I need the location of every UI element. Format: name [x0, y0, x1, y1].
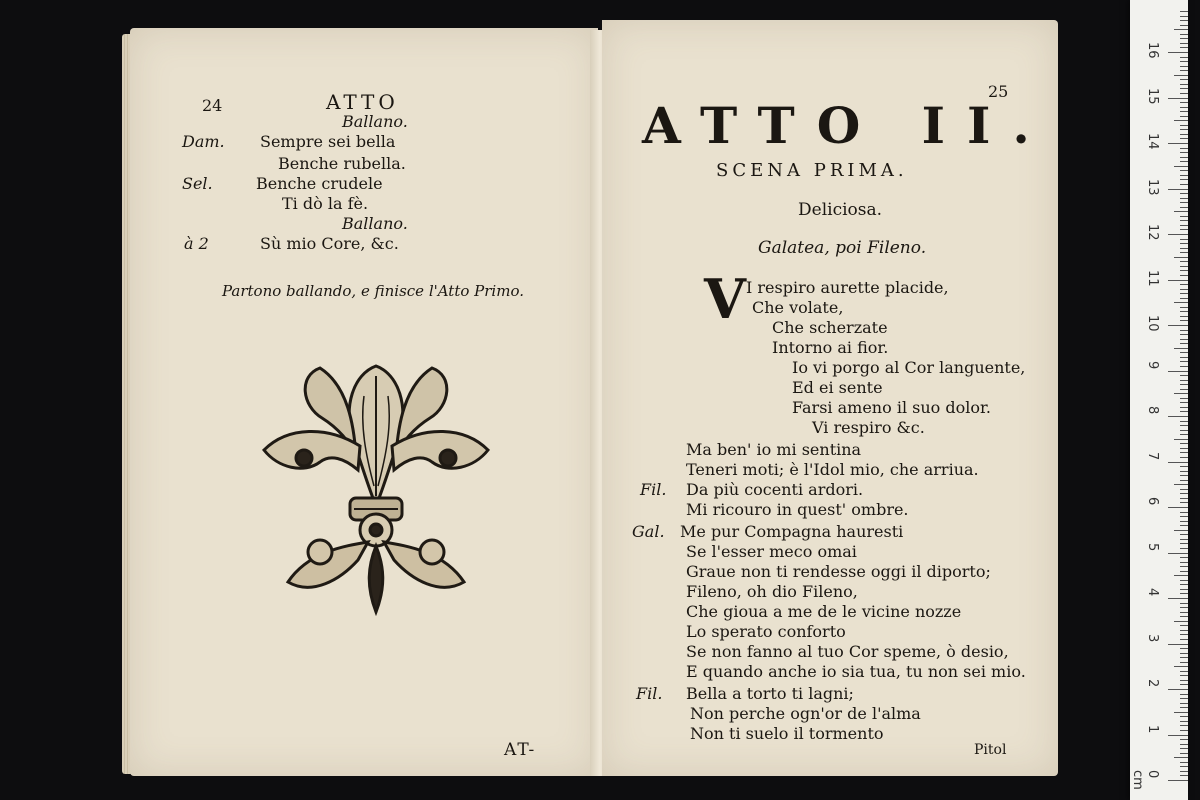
- ruler-tick: [1168, 689, 1188, 690]
- ruler-tick: [1180, 521, 1188, 522]
- right-page: [602, 20, 1058, 776]
- ruler-tick: [1174, 530, 1188, 531]
- ruler-tick: [1180, 625, 1188, 626]
- ruler-tick: [1168, 416, 1188, 417]
- ruler-tick: [1180, 662, 1188, 663]
- ruler-tick: [1180, 411, 1188, 412]
- ruler-tick: [1180, 93, 1188, 94]
- ruler-tick: [1180, 248, 1188, 249]
- ruler-tick: [1180, 675, 1188, 676]
- verse-line: Benche crudele: [256, 174, 383, 193]
- ruler-tick: [1180, 207, 1188, 208]
- ruler-tick: [1180, 366, 1188, 367]
- ruler-tick: [1180, 562, 1188, 563]
- ruler-tick: [1180, 252, 1188, 253]
- act-title: ATTO II.: [642, 96, 1052, 155]
- ruler-tick: [1180, 512, 1188, 513]
- ruler-number: 8: [1145, 406, 1160, 415]
- ruler-tick: [1180, 216, 1188, 217]
- ruler-tick: [1180, 161, 1188, 162]
- ruler-tick: [1180, 725, 1188, 726]
- verse-line: Ed ei sente: [792, 378, 883, 397]
- verse-line: Se non fanno al tuo Cor speme, ò desio,: [686, 642, 1009, 661]
- ruler-tick: [1180, 775, 1188, 776]
- ruler-tick: [1180, 630, 1188, 631]
- ruler-tick: [1180, 762, 1188, 763]
- ruler-tick: [1180, 84, 1188, 85]
- ruler-tick: [1180, 261, 1188, 262]
- ruler-tick: [1180, 525, 1188, 526]
- scene-setting: Deliciosa.: [798, 200, 883, 220]
- ruler-tick: [1180, 357, 1188, 358]
- ruler-tick: [1180, 70, 1188, 71]
- verse-line: Fileno, oh dio Fileno,: [686, 582, 858, 601]
- ruler-number: 2: [1145, 679, 1160, 688]
- ruler-tick: [1180, 66, 1188, 67]
- ruler-tick: [1180, 448, 1188, 449]
- ruler-tick: [1168, 553, 1188, 554]
- ruler-tick: [1180, 202, 1188, 203]
- ruler-tick: [1180, 680, 1188, 681]
- ruler-number: 7: [1145, 451, 1160, 460]
- right-page-number: 25: [988, 82, 1009, 101]
- verse-line: Teneri moti; è l'Idol mio, che arriua.: [686, 460, 979, 479]
- speaker-fil: Fil.: [636, 684, 663, 703]
- ruler-tick: [1180, 330, 1188, 331]
- ruler-tick: [1180, 753, 1188, 754]
- ruler-tick: [1180, 498, 1188, 499]
- ruler-tick: [1180, 184, 1188, 185]
- ruler-tick: [1174, 621, 1188, 622]
- ruler-tick: [1180, 343, 1188, 344]
- ruler-tick: [1174, 302, 1188, 303]
- ruler-tick: [1168, 507, 1188, 508]
- ruler-tick: [1180, 193, 1188, 194]
- ruler-number: 13: [1145, 178, 1160, 196]
- ruler-tick: [1180, 34, 1188, 35]
- ruler-tick: [1168, 371, 1188, 372]
- ruler-tick: [1180, 179, 1188, 180]
- verse-line: Io vi porgo al Cor languente,: [792, 358, 1026, 377]
- ruler-tick: [1180, 243, 1188, 244]
- ruler-tick: [1180, 471, 1188, 472]
- ruler-tick: [1180, 607, 1188, 608]
- ruler-tick: [1174, 120, 1188, 121]
- ruler-tick: [1180, 671, 1188, 672]
- verse-line: Me pur Compagna hauresti: [680, 522, 904, 541]
- verse-line: Graue non ti rendesse oggi il diporto;: [686, 562, 991, 581]
- ruler-number: 6: [1145, 497, 1160, 506]
- ruler-tick: [1180, 25, 1188, 26]
- ruler-tick: [1180, 284, 1188, 285]
- ruler-tick: [1180, 116, 1188, 117]
- ruler-tick: [1168, 189, 1188, 190]
- ruler-number: 3: [1145, 633, 1160, 642]
- verse-line: Non perche ogn'or de l'alma: [690, 704, 921, 723]
- ruler-tick: [1180, 47, 1188, 48]
- speaker-dam: Dam.: [182, 132, 225, 151]
- ruler-tick: [1180, 425, 1188, 426]
- ruler-number: 12: [1145, 224, 1160, 241]
- ruler-tick: [1180, 421, 1188, 422]
- stage-direction-1: Ballano.: [342, 112, 408, 131]
- ruler-number: 11: [1145, 269, 1160, 287]
- speaker-gal: Gal.: [632, 522, 665, 541]
- ruler-tick: [1180, 361, 1188, 362]
- ruler-tick: [1168, 462, 1188, 463]
- stage-direction-2: Ballano.: [342, 214, 408, 233]
- ruler-tick: [1180, 634, 1188, 635]
- ruler-tick: [1180, 744, 1188, 745]
- ruler-tick: [1180, 266, 1188, 267]
- ruler-tick: [1174, 75, 1188, 76]
- ruler-tick: [1180, 748, 1188, 749]
- ruler-tick: [1180, 389, 1188, 390]
- ruler-tick: [1180, 502, 1188, 503]
- fleur-de-lis-woodcut-icon: [258, 346, 494, 616]
- verse-line: Sempre sei bella: [260, 132, 396, 151]
- ruler-tick: [1174, 484, 1188, 485]
- ruler-tick: [1168, 644, 1188, 645]
- ruler-tick: [1180, 79, 1188, 80]
- ruler-tick: [1168, 598, 1188, 599]
- ruler-tick: [1180, 148, 1188, 149]
- ruler-tick: [1180, 138, 1188, 139]
- ruler-tick: [1168, 325, 1188, 326]
- ruler-tick: [1180, 571, 1188, 572]
- ruler-tick: [1180, 548, 1188, 549]
- ruler-number: 5: [1145, 542, 1160, 551]
- ruler-tick: [1180, 175, 1188, 176]
- ruler-tick: [1180, 516, 1188, 517]
- ruler-tick: [1180, 307, 1188, 308]
- ruler-tick: [1180, 653, 1188, 654]
- ruler-tick: [1180, 603, 1188, 604]
- ruler-number: 0 cm: [1130, 770, 1160, 790]
- ruler-tick: [1174, 439, 1188, 440]
- ruler-tick: [1180, 298, 1188, 299]
- drop-cap: V: [704, 267, 746, 331]
- ruler-tick: [1180, 430, 1188, 431]
- ruler-tick: [1180, 698, 1188, 699]
- ruler-tick: [1180, 334, 1188, 335]
- ruler-tick: [1180, 766, 1188, 767]
- ruler-tick: [1180, 38, 1188, 39]
- ruler-tick: [1180, 102, 1188, 103]
- ruler-tick: [1180, 239, 1188, 240]
- scene-characters: Galatea, poi Fileno.: [758, 238, 927, 258]
- verse-line: Ma ben' io mi sentina: [686, 440, 862, 459]
- ruler-tick: [1180, 657, 1188, 658]
- ruler-tick: [1180, 311, 1188, 312]
- ruler-number: 10: [1145, 315, 1160, 332]
- ruler-tick: [1180, 407, 1188, 408]
- ruler-tick: [1180, 43, 1188, 44]
- ruler-tick: [1180, 157, 1188, 158]
- ruler-tick: [1168, 780, 1188, 781]
- ruler-tick: [1180, 270, 1188, 271]
- left-page-number: 24: [202, 96, 223, 115]
- speaker-a-due: à 2: [184, 234, 209, 253]
- ruler-tick: [1174, 257, 1188, 258]
- ruler-tick: [1180, 648, 1188, 649]
- ruler-tick: [1180, 566, 1188, 567]
- ruler-tick: [1180, 707, 1188, 708]
- ruler-tick: [1180, 339, 1188, 340]
- ruler-tick: [1180, 493, 1188, 494]
- verse-line: Da più cocenti ardori.: [686, 480, 864, 499]
- ruler-tick: [1180, 466, 1188, 467]
- ruler-tick: [1168, 280, 1188, 281]
- ruler-number: 15: [1145, 87, 1160, 105]
- ruler-tick: [1180, 716, 1188, 717]
- verse-line: Sù mio Core, &c.: [260, 234, 399, 253]
- verse-line: Vi respiro &c.: [812, 418, 925, 437]
- ruler-tick: [1180, 443, 1188, 444]
- measurement-ruler: [1130, 0, 1188, 800]
- verse-line: Che scherzate: [772, 318, 888, 337]
- ruler-tick: [1180, 612, 1188, 613]
- ruler-tick: [1174, 393, 1188, 394]
- ruler-tick: [1180, 539, 1188, 540]
- ruler-tick: [1180, 170, 1188, 171]
- ruler-tick: [1180, 580, 1188, 581]
- right-catchword: Pitol: [974, 742, 1007, 758]
- ruler-tick: [1180, 380, 1188, 381]
- ruler-number: 4: [1145, 588, 1160, 597]
- ruler-tick: [1180, 129, 1188, 130]
- ruler-tick: [1180, 107, 1188, 108]
- ruler-tick: [1180, 125, 1188, 126]
- ruler-tick: [1180, 384, 1188, 385]
- ruler-tick: [1168, 143, 1188, 144]
- ruler-tick: [1180, 20, 1188, 21]
- ruler-tick: [1180, 557, 1188, 558]
- ruler-tick: [1180, 739, 1188, 740]
- ruler-tick: [1180, 452, 1188, 453]
- ruler-tick: [1174, 348, 1188, 349]
- ruler-tick: [1180, 475, 1188, 476]
- ruler-tick: [1180, 584, 1188, 585]
- verse-line: Farsi ameno il suo dolor.: [792, 398, 991, 417]
- ruler-tick: [1180, 457, 1188, 458]
- ruler-tick: [1180, 134, 1188, 135]
- ruler-tick: [1180, 694, 1188, 695]
- verse-line: Che gioua a me de le vicine nozze: [686, 602, 962, 621]
- ruler-tick: [1180, 293, 1188, 294]
- ruler-tick: [1180, 198, 1188, 199]
- verse-line: Se l'esser meco omai: [686, 542, 857, 561]
- left-running-header: ATTO: [326, 90, 399, 114]
- ruler-tick: [1180, 316, 1188, 317]
- verse-line: Mi ricouro in quest' ombre.: [686, 500, 909, 519]
- ruler-tick: [1180, 398, 1188, 399]
- ruler-tick: [1180, 771, 1188, 772]
- ruler-tick: [1180, 320, 1188, 321]
- ruler-tick: [1180, 352, 1188, 353]
- act-closing-direction: Partono ballando, e finisce l'Atto Primo.: [222, 282, 524, 300]
- verse-line: Benche rubella.: [278, 154, 406, 173]
- ruler-tick: [1180, 61, 1188, 62]
- ruler-number: 9: [1145, 360, 1160, 369]
- verse-line: E quando anche io sia tua, tu non sei mio.: [686, 662, 1026, 681]
- ruler-tick: [1180, 703, 1188, 704]
- ruler-tick: [1174, 575, 1188, 576]
- verse-line: Ti dò la fè.: [282, 194, 369, 213]
- ruler-tick: [1180, 88, 1188, 89]
- ruler-tick: [1174, 757, 1188, 758]
- ruler-tick: [1180, 275, 1188, 276]
- ruler-tick: [1180, 229, 1188, 230]
- ruler-tick: [1180, 11, 1188, 12]
- ruler-number: 16: [1145, 42, 1160, 59]
- ruler-tick: [1180, 434, 1188, 435]
- ruler-number: 1: [1145, 724, 1160, 733]
- speaker-fil: Fil.: [640, 480, 667, 499]
- ruler-tick: [1180, 152, 1188, 153]
- ruler-tick: [1174, 211, 1188, 212]
- scene-heading: SCENA PRIMA.: [716, 160, 908, 181]
- ruler-tick: [1180, 721, 1188, 722]
- ruler-tick: [1174, 712, 1188, 713]
- speaker-sel: Sel.: [182, 174, 213, 193]
- verse-line: Bella a torto ti lagni;: [686, 684, 854, 703]
- left-catchword: AT-: [504, 740, 537, 760]
- ruler-tick: [1174, 666, 1188, 667]
- verse-line: Intorno ai fior.: [772, 338, 889, 357]
- ruler-tick: [1180, 589, 1188, 590]
- ruler-tick: [1168, 735, 1188, 736]
- ruler-tick: [1180, 289, 1188, 290]
- ruler-tick: [1180, 616, 1188, 617]
- verse-line: Che volate,: [752, 298, 844, 317]
- ruler-tick: [1174, 166, 1188, 167]
- ruler-tick: [1180, 16, 1188, 17]
- ruler-tick: [1180, 375, 1188, 376]
- ruler-tick: [1180, 225, 1188, 226]
- ruler-tick: [1180, 489, 1188, 490]
- ruler-tick: [1180, 684, 1188, 685]
- ruler-number: 14: [1145, 133, 1160, 150]
- ruler-tick: [1180, 220, 1188, 221]
- verse-line: I respiro aurette placide,: [746, 278, 949, 297]
- ruler-tick: [1180, 57, 1188, 58]
- ruler-tick: [1180, 480, 1188, 481]
- ruler-tick: [1180, 534, 1188, 535]
- ruler-tick: [1174, 29, 1188, 30]
- ruler-tick: [1180, 730, 1188, 731]
- ruler-tick: [1180, 593, 1188, 594]
- verse-line: Lo sperato conforto: [686, 622, 846, 641]
- ruler-tick: [1168, 234, 1188, 235]
- ruler-tick: [1180, 402, 1188, 403]
- ruler-tick: [1180, 543, 1188, 544]
- ruler-tick: [1168, 98, 1188, 99]
- ruler-tick: [1180, 639, 1188, 640]
- ruler-tick: [1168, 52, 1188, 53]
- ruler-tick: [1180, 111, 1188, 112]
- verse-line: Non ti suelo il tormento: [690, 724, 884, 743]
